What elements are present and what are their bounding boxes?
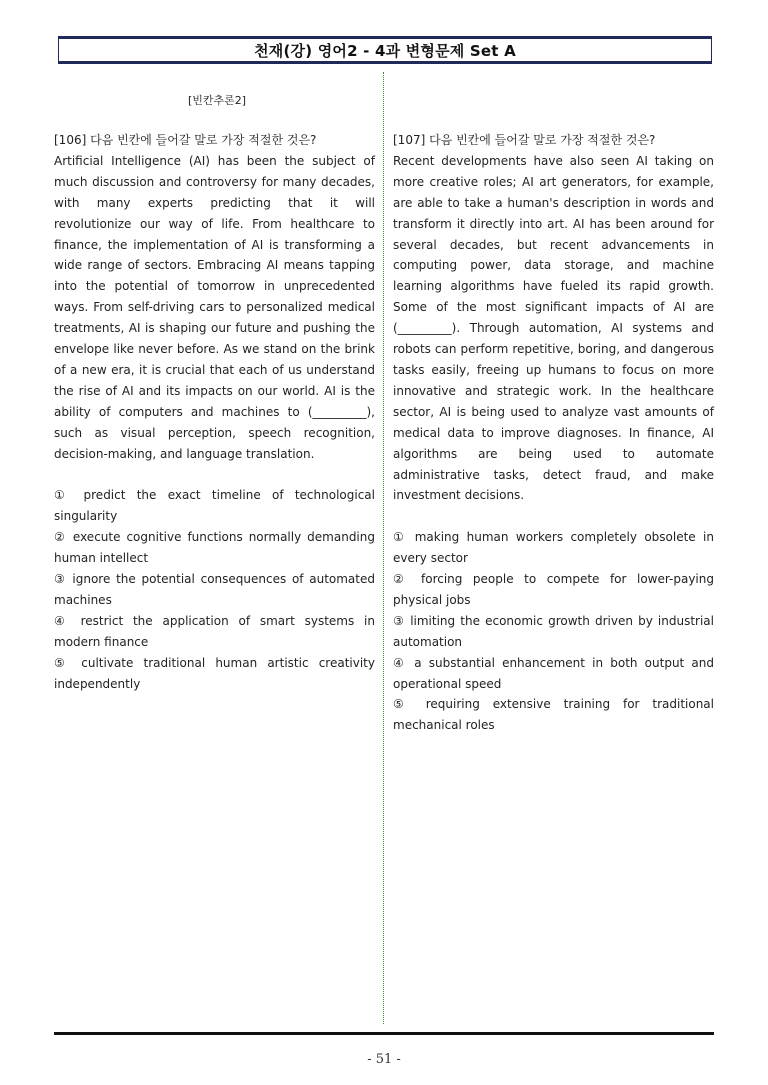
- question-title: [106] 다음 빈칸에 들어갈 말로 가장 적절한 것은?: [54, 133, 317, 147]
- answer-option: ② forcing people to compete for lower-paying physical jobs: [393, 572, 714, 607]
- question-106: [54, 130, 375, 694]
- page-title: 천재(강) 영어2 - 4과 변형문제 Set A: [254, 41, 516, 60]
- answer-option: ④ restrict the application of smart systems in modern finance: [54, 613, 375, 649]
- column-divider: [383, 72, 384, 1024]
- answer-option: ② execute cognitive functions normally demanding human intellect: [54, 530, 375, 566]
- header-title-box: [58, 36, 712, 64]
- footer-rule: [54, 1032, 714, 1035]
- question-title: [107] 다음 빈칸에 들어갈 말로 가장 적절한 것은?: [393, 133, 656, 147]
- answer-option: ⑤ requiring extensive training for traditional mechanical roles: [393, 697, 714, 733]
- answer-option: ④ a substantial enhancement in both output and operational speed: [393, 655, 714, 691]
- answer-option: ① making human workers completely obsolete in every sector: [393, 530, 714, 566]
- section-label: [빈칸추론2]: [188, 94, 247, 107]
- answer-option: ① predict the exact timeline of technological singularity: [54, 488, 375, 524]
- answer-option: ⑤ cultivate traditional human artistic creativity independently: [54, 655, 375, 691]
- page-number: - 51 -: [367, 1052, 401, 1067]
- question-107: [393, 130, 714, 736]
- question-passage: Artificial Intelligence (AI) has been the subject of much discussion and controversy for many decades, with many experts predicting that it will revolutionize our way of life. From healthcare to finance, the implementation of AI is transforming a wide range of sectors. Embracing AI means tapping into the potential of tomorrow in unprecedented ways. From self-driving cars to personalized medical treatments, AI is shaping our future and pushing the envelope like never before. As we stand on the brink of a new era, it is crucial that each of us understand the rise of AI and its impacts on our world. AI is the ability of computers and machines to (_________), such as visual perception, speech recognition, decision-making, and language translation.: [54, 153, 375, 461]
- answer-options: [54, 485, 375, 694]
- answer-option: ③ limiting the economic growth driven by industrial automation: [393, 613, 714, 649]
- question-passage: Recent developments have also seen AI taking on more creative roles; AI art generators, for example, are able to take a human's description in words and transform it directly into art. AI has been around for several decades, but recent advancements in computing power, data storage, and machine learning algorithms have fueled its rapid growth. Some of the most significant impacts of AI are (_________). Through automation, AI systems and robots can perform repetitive, boring, and dangerous tasks easily, freeing up humans to focus on more innovative and strategic work. In the healthcare sector, AI is being used to analyze vast amounts of medical data to improve diagnoses. In finance, AI algorithms are being used to automate administrative tasks, detect fraud, and make investment decisions.: [393, 153, 714, 503]
- answer-option: ③ ignore the potential consequences of automated machines: [54, 572, 375, 607]
- answer-options: [393, 527, 714, 736]
